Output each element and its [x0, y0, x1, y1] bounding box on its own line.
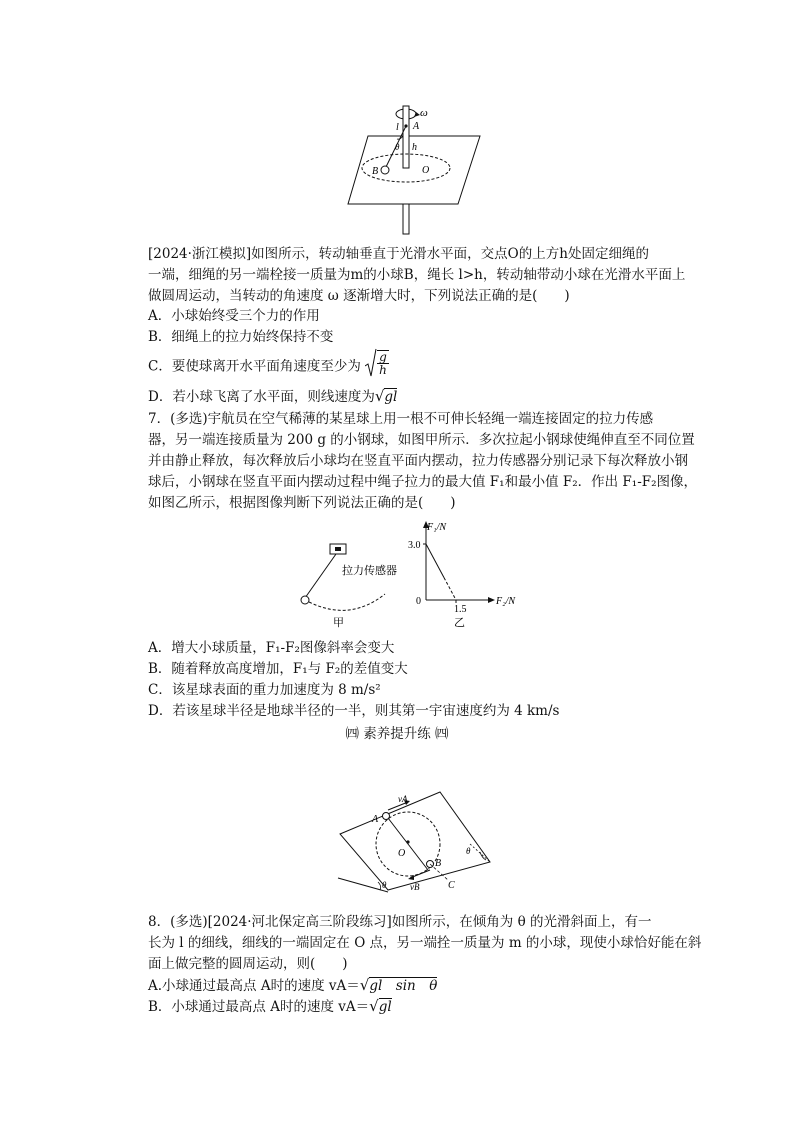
sensor-label: 拉力传感器 [342, 565, 397, 577]
section-title: ㈣ 素养提升练 ㈣ [345, 726, 449, 742]
point-b-label: B [372, 166, 379, 177]
q7-option-c: C．该星球表面的重力加速度为 8 m/s² [148, 682, 381, 698]
omega-label: ω [420, 107, 428, 119]
q7-option-b: B．随着释放高度增加，F₁与 F₂的差值变大 [148, 661, 408, 677]
fig-jia-caption: 甲 [333, 617, 344, 629]
q8-option-b: B．小球通过最高点 A时的速度 vA＝√gl [148, 997, 392, 1015]
rotating-axis-figure [340, 100, 490, 240]
c-numerator: g [379, 350, 387, 364]
q8-stem-line-3: 面上做完整的圆周运动，则( ) [148, 956, 348, 972]
f1-f2-chart [380, 518, 530, 630]
q7-stem-line-3: 并由静止释放，每次释放后小球均在竖直平面内摆动，拉力传感器分别记录下每次释放小钢 [148, 453, 688, 469]
q6-option-a: A．小球始终受三个力的作用 [148, 308, 320, 324]
q6-stem-line-1: [2024·浙江模拟]如图所示，转动轴垂直于光滑水平面，交点O的上方h处固定细绳的 [148, 246, 649, 262]
point-o-label: O [422, 165, 430, 176]
l-label: l [396, 122, 399, 133]
q7-stem-line-2: 器，另一端连接质量为 200 g 的小钢球，如图甲所示．多次拉起小钢球使绳伸直至不同位置 [148, 432, 695, 448]
q6-option-d: D．若小球飞离了水平面，则线速度为√gl [148, 387, 398, 405]
b-radicand: gl [378, 999, 392, 1015]
va-label: vA [398, 794, 408, 804]
q7-stem-line-1: 7．(多选)宇航员在空气稀薄的某星球上用一根不可伸长轻绳一端连接固定的拉力传感 [148, 411, 654, 427]
q6-option-d-text: D．若小球飞离了水平面，则线速度为 [148, 389, 375, 405]
q6-stem-line-3: 做圆周运动，当转动的角速度 ω 逐渐增大时，下列说法正确的是( ) [148, 288, 570, 304]
q7-option-d: D．若该星球半径是地球半径的一半，则其第一宇宙速度约为 4 km/s [148, 703, 560, 719]
f1-f2-line-solid [426, 544, 444, 578]
theta-label: θ [395, 142, 400, 152]
x-axis-label: F₂/N [496, 596, 516, 607]
theta-label-2: θ [466, 846, 471, 856]
q6-option-c [148, 352, 389, 382]
q8-stem-line-1: 8．(多选)[2024·河北保定高三阶段练习]如图所示，在倾角为 θ 的光滑斜面上，有一 [148, 914, 652, 930]
point-c-label: C [448, 880, 455, 891]
theta-label-1: θ [382, 880, 387, 890]
vb-label: vB [410, 882, 420, 892]
q8-option-a-text: A.小球通过最高点 A时的速度 vA＝ [148, 978, 360, 994]
f1-f2-line-dashed [444, 578, 456, 600]
point-b-label: B [435, 858, 442, 869]
point-o-label: O [398, 848, 406, 859]
point-a-label: A [372, 814, 379, 825]
q6-stem-line-2: 一端，细绳的另一端栓接一质量为m的小球B，绳长 l>h，转动轴带动小球在光滑水平面上 [148, 267, 686, 283]
q6-option-c-text: C．要使球离开水平面角速度至少为 [148, 358, 361, 375]
q8-option-b-text: B．小球通过最高点 A时的速度 vA＝ [148, 999, 370, 1015]
q6-option-b: B．细绳上的拉力始终保持不变 [148, 329, 334, 345]
fig-yi-caption: 乙 [454, 617, 465, 629]
q8-stem-line-2: 长为 l 的细线，细线的一端固定在 O 点，另一端拴一质量为 m 的小球，现使小球恰好能在斜 [148, 935, 702, 951]
incline-circle-figure [330, 780, 500, 896]
q7-stem-line-5: 如图乙所示，根据图像判断下列说法正确的是( ) [148, 495, 456, 511]
q7-stem-line-4: 球后，小钢球在竖直平面内摆动过程中绳子拉力的最大值 F₁和最小值 F₂．作出 F₁-F₂图像， [148, 474, 698, 490]
origin-label: 0 [416, 596, 421, 607]
y-tick-label: 3.0 [408, 540, 421, 551]
sqrt-g-over-h [365, 348, 389, 378]
h-label: h [412, 142, 417, 153]
x-tick-label: 1.5 [454, 604, 467, 615]
x-axis-arrow-icon [488, 597, 495, 603]
a-radicand: gl sin θ [369, 978, 438, 994]
radical-sign-icon [365, 348, 377, 378]
point-a-label: A [413, 121, 420, 132]
y-axis-label: F₁/N [427, 522, 447, 533]
q8-option-a: A.小球通过最高点 A时的速度 vA＝√gl sin θ [148, 976, 438, 994]
q7-option-a: A．增大小球质量，F₁-F₂图像斜率会变大 [148, 640, 395, 656]
c-denominator: h [379, 363, 387, 377]
d-radicand: gl [384, 389, 398, 405]
